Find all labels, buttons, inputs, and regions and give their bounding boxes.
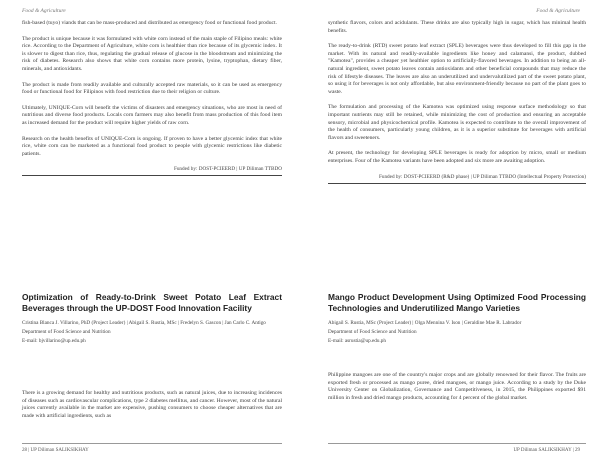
running-header: Food & Agriculture [536,8,580,14]
funding-note: Funded by: DOST-PCIEERD | UP Diliman TTBDO [173,166,282,173]
article-title: Mango Product Development Using Optimized Food Processing Technologies and Underutilized Mango Varieties [328,292,586,313]
article-title: Optimization of Ready-to-Drink Sweet Potato Leaf Extract Beverages through the UP-DOST Food Innovation Facility [22,292,282,313]
page-footer: UP Diliman SALIKSIKHAY | 29 [513,448,580,453]
article-email[interactable]: E-mail: bjvillarino@up.edu.ph [22,338,86,344]
footer-rule [22,443,282,444]
left-column [22,20,282,176]
paragraph: synthetic flavors, colors and acidulants. These drinks are also typically high in sugar, which has minimal health benefits. [328,20,586,34]
right-column [328,20,586,184]
section-divider [22,175,282,176]
funding-note: Funded by: DOST-PCIEERD (R&D phase) | UP Diliman TTBDO (Intellectual Property Protection) [378,173,586,180]
paragraph: Philippine mangoes are one of the country's major crops and are globally renowned for their flavor. The fruits are exported fresh or processed as mango puree, dried mangoes, or mango juice. According to a study by the Duke University Center on Globalization, Governance and Competitiveness, in 2015, the Philippines exported $91 million in fresh and dried mango products, accounting for 4 percent of the global market. [328,372,586,401]
paragraph: At present, the technology for developing SPLE beverages is ready for adoption by micro, small or medium enterprises. Four of the Kamotea variants have been adopted and six more are awaiting adoption. [328,150,586,164]
paragraph: Research on the health benefits of UNIQUE-Corn is ongoing. If proven to have a better glycemic index that white rice, white corn can be marketed as a functional food product to people with glycemic restrictions like diabetic patients. [22,135,282,157]
paragraph: Ultimately, UNIQUE-Corn will benefit the victims of disasters and emergency situations, who are most in need of nutritious and diverse food products. Locals corn farmers may also benefit from mass production of this food item as increased demand for the product will require higher yields of raw corn. [22,104,282,126]
paragraph: The product is unique because it was formulated with white corn instead of the main staple of Filipino meals: white rice. According to the Department of Agriculture, white corn is healthier than rice because of its glycemic index. It is slower to digest than rice, thus, regulating the gradual release of glucose in the bloodstream and minimizing the risk of diabetes. Research also shows that white corn contains more protein, lysine, tryptophan, dietary fiber, minerals, and antioxidants. [22,35,282,72]
section-divider [328,183,586,184]
article-email[interactable]: E-mail: asrustia@up.edu.ph [328,338,386,344]
paragraph: The formulation and processing of the Kamotea was optimized using response surface methodology so that important nutrients may still be retained, while minimizing the cost of production and ensuring an acceptable sensory, microbial and physicochemical profile. Kamotea is expected to contribute to the overall improvement of the health of consumers, particularly young children, as it is a superior substitute for beverages with artificial flavors and sweeteners. [328,104,586,141]
right-article [328,292,586,347]
running-header: Food & Agriculture [22,8,66,14]
article-department: Department of Food Science and Nutrition [22,329,111,335]
left-article [22,292,282,347]
paragraph: fish-based (tuyo) viands that can be mass-produced and distributed as emergency food or functional food product. [22,20,277,26]
footer-rule [328,443,586,444]
article-authors: Cristina Blanca J. Villarino, PhD (Project Leader) | Abigail S. Rustia, MSc | Fredelyn S. Gascon | Jan Carlo C. Antigo [22,320,266,326]
page-footer: 28 | UP Diliman SALIKSIKHAY [22,448,89,453]
right-article-body [328,372,586,410]
paragraph: The ready-to-drink (RTD) sweet potato leaf extract (SPLE) beverages were thus developed to fill this gap in the market. With its natural and readily-available ingredients like honey and calamansi, the product, dubbed "Kamotea", provides a cheaper yet healthier option to artificially-flavored beverages. In addition to being an all-natural ingredient, sweet potato leaves contain antioxidants and other beneficial compounds that may reduce the risk of lifestyle diseases. The leaves are also an underutilized and undervalutilized part of the sweet potato plant, so using it for beverages is not only affordable, but also environment-friendly because no part of the plant goes to waste. [328,43,586,95]
article-authors: Abigail S. Rustia, MSc (Project Leader) | Olga Mennina V. Ison | Geraldine Mae R. Labrador [328,320,522,326]
article-department: Department of Food Science and Nutrition [328,329,417,335]
paragraph: There is a growing demand for healthy and nutritious products, such as natural juices, due to increasing incidences of diseases such as cardiovascular complications, type 2 diabetes mellitus, and cancer. However, most of the natural juices currently available in the market are expensive, pushing consumers to choose cheaper alternatives that are made with artificial ingredients, such as [22,390,282,419]
left-article-body [22,390,282,428]
right-page [300,0,600,463]
paragraph: The product is made from readily available and culturally accepted raw materials, so it can be used as emergency food or functional food for Filipinos with food restriction due to their religion or culture. [22,81,282,96]
